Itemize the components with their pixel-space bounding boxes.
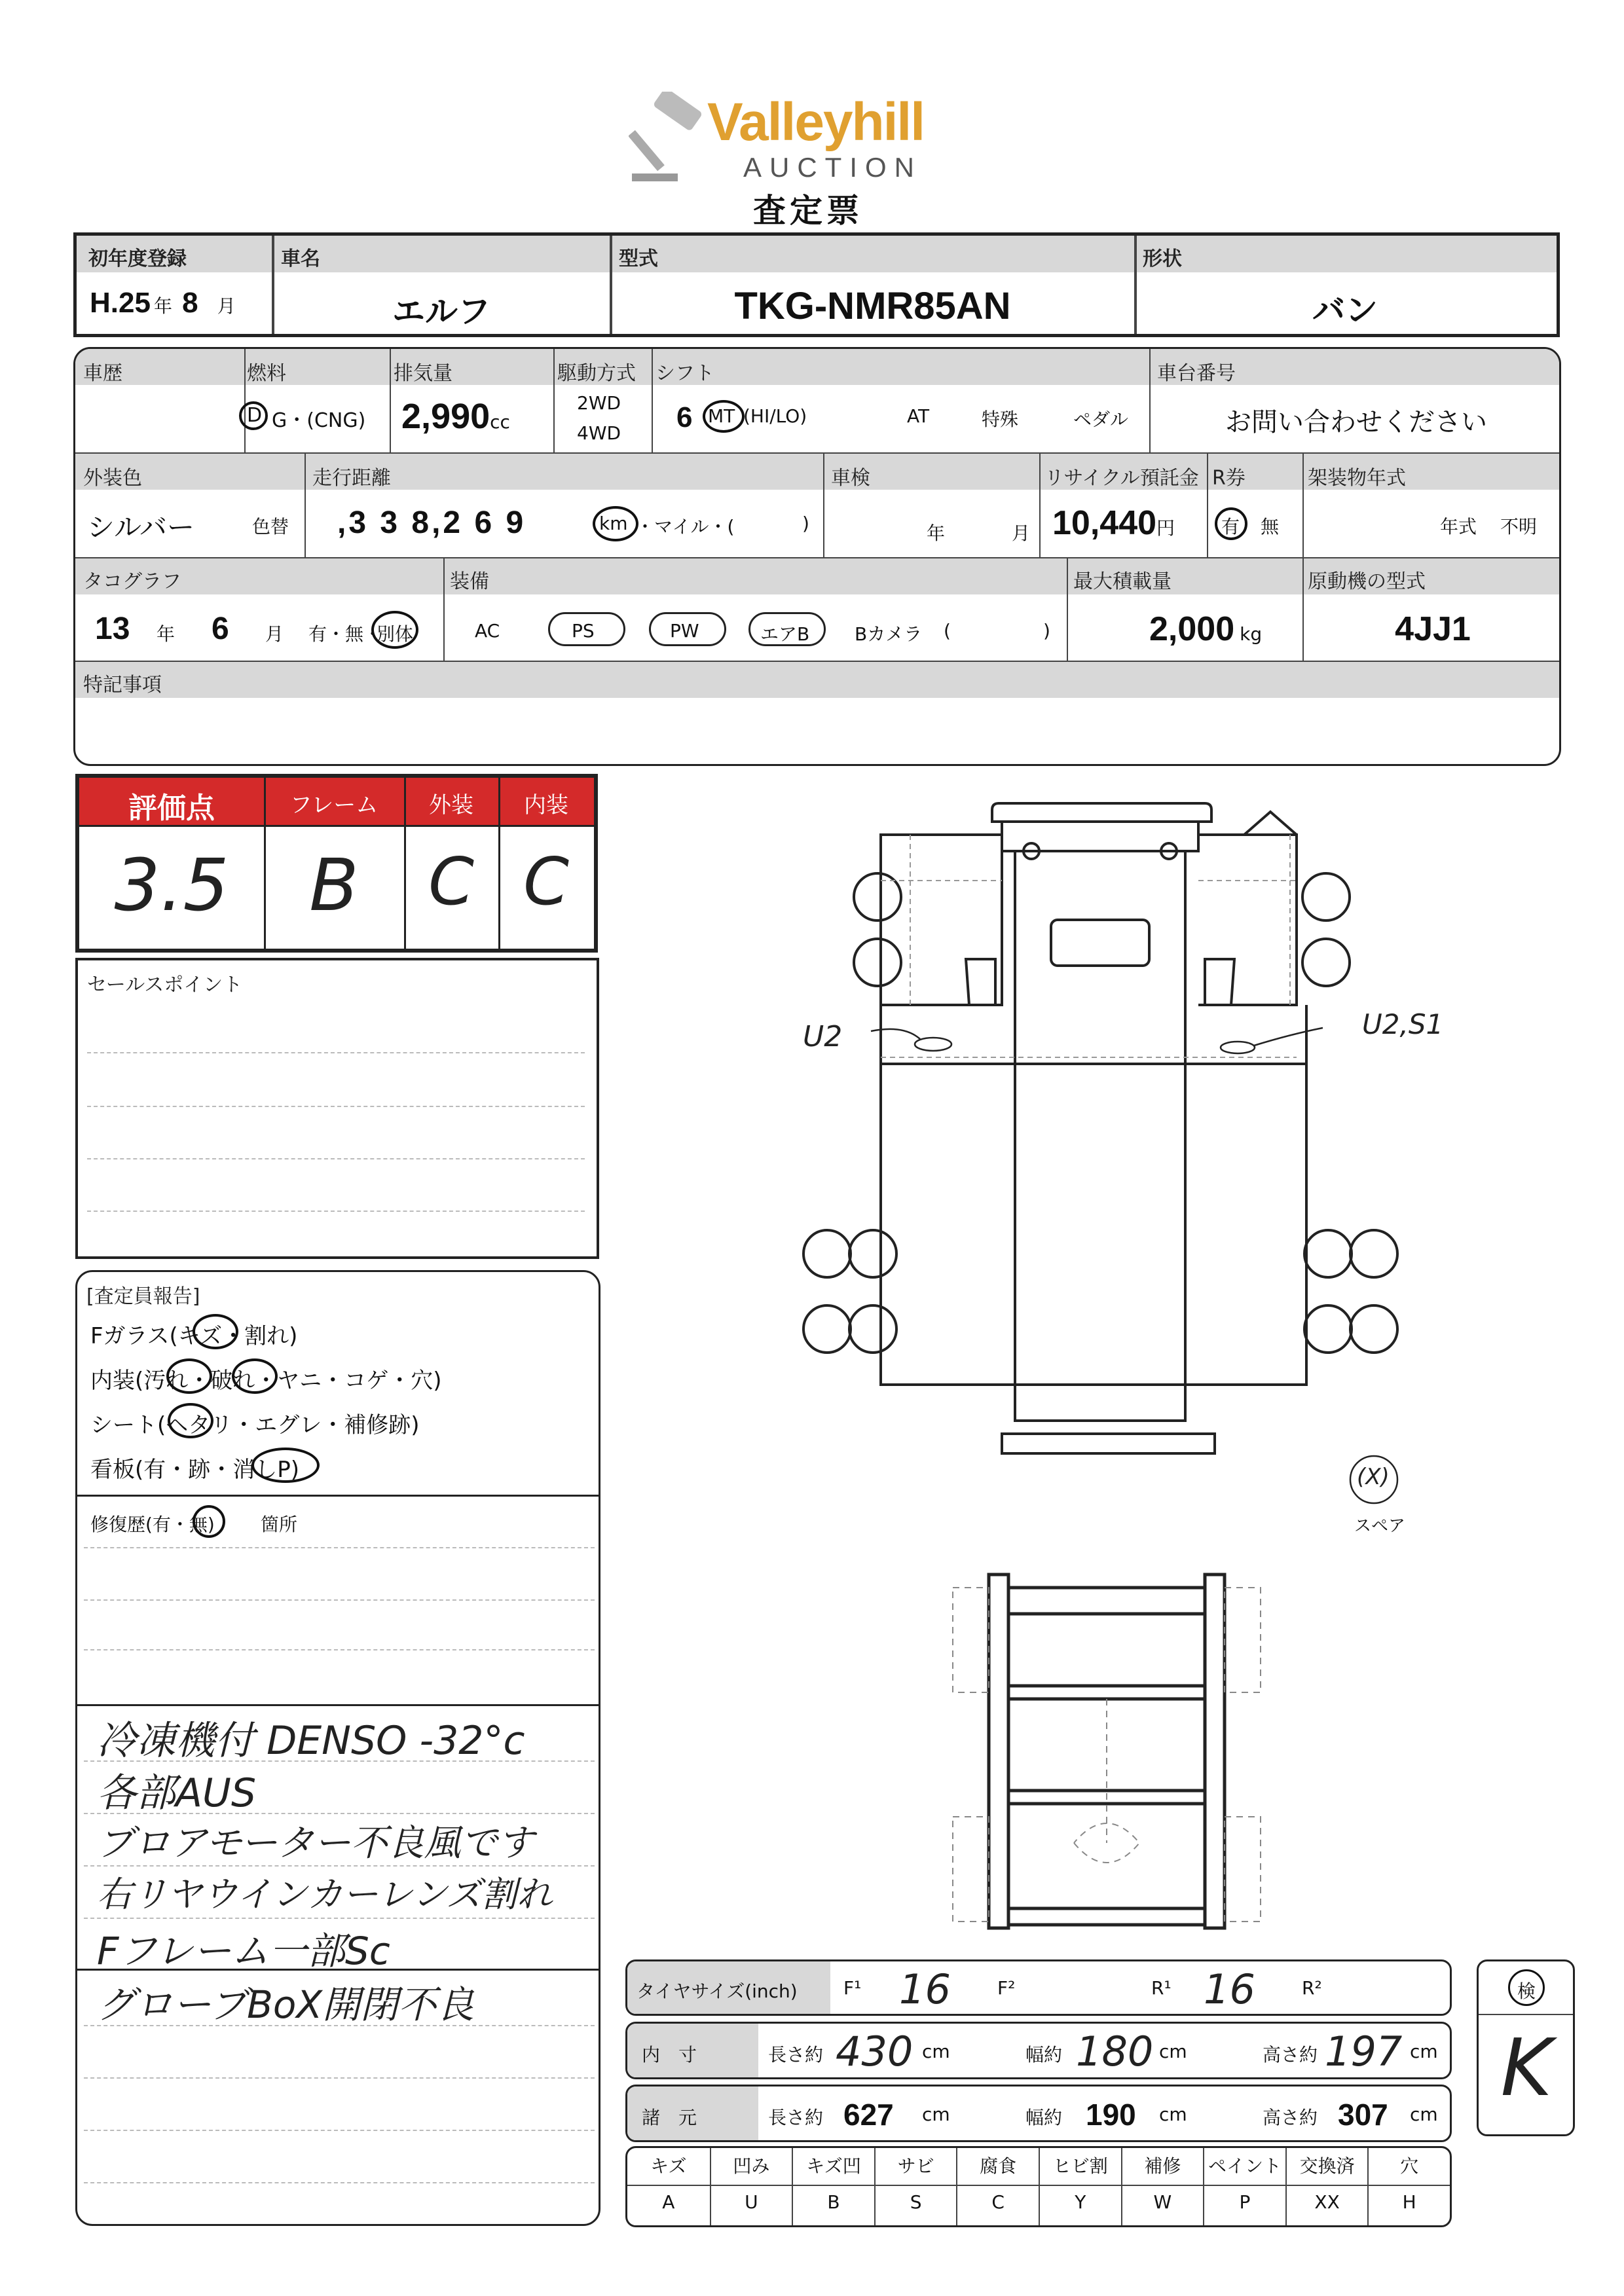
tire-r2-label: R²	[1302, 1977, 1322, 1999]
legend-code: Y	[1075, 2191, 1086, 2213]
tacho-year-unit: 年	[157, 623, 175, 645]
spec-width-unit: cm	[1159, 2104, 1187, 2125]
legend-name: 補修	[1144, 2155, 1181, 2177]
logo-subtitle: AUCTION	[743, 152, 922, 183]
score-grade-value: 3.5	[114, 843, 229, 927]
score-header-interior: 内装	[524, 792, 568, 818]
tire-r1-value: 16	[1204, 1965, 1255, 2013]
legend-cell	[1203, 2148, 1285, 2225]
tacho-separate: 別体	[377, 623, 414, 645]
inner-width-value: 180	[1076, 2028, 1154, 2075]
inspection-mark-box	[1477, 1959, 1575, 2136]
chassis-value: お問い合わせください	[1225, 407, 1487, 437]
legend-name: 交換済	[1299, 2155, 1355, 2177]
equip-paren-close: )	[1043, 620, 1050, 642]
score-header-frame: フレーム	[289, 792, 378, 818]
inner-width-unit: cm	[1159, 2041, 1187, 2062]
inspection-mark-value: K	[1500, 2023, 1553, 2114]
repair-history-label: 修復歴(有・無)	[90, 1514, 215, 1535]
legend-code: P	[1239, 2191, 1251, 2213]
logo-wordmark: Valleyhill	[707, 92, 924, 152]
recycle-label: リサイクル預託金	[1044, 467, 1199, 490]
color-change: 色替	[252, 516, 289, 538]
legend-code: B	[827, 2191, 840, 2213]
damage-mark-right: U2,S1	[1362, 1008, 1444, 1040]
equip-paren-open: (	[944, 620, 951, 642]
color-label: 外装色	[83, 467, 142, 490]
document-title: 査定票	[753, 192, 863, 229]
report-line-interior: 内装(汚れ・破れ・ヤニ・コゲ・穴)	[90, 1368, 442, 1394]
equip-camera: Bカメラ	[855, 623, 923, 645]
report-line-sign: 看板(有・跡・消しP)	[90, 1457, 300, 1483]
damage-legend	[625, 2146, 1452, 2227]
logo	[629, 92, 956, 190]
inner-length-label: 長さ約	[768, 2044, 824, 2066]
drive-2wd: 2WD	[577, 392, 621, 414]
legend-name: ペイント	[1208, 2155, 1282, 2177]
score-header-exterior: 外装	[429, 792, 473, 818]
legend-cell	[1367, 2148, 1450, 2225]
equip-airbag: エアB	[760, 623, 810, 645]
load-label: 最大積載量	[1073, 570, 1172, 593]
inner-height-label: 高さ約	[1263, 2044, 1318, 2066]
displacement-value: 2,990cc	[401, 397, 510, 436]
legend-cell	[1285, 2148, 1368, 2225]
shift-pedal: ペダル	[1073, 409, 1129, 430]
legend-cell	[627, 2148, 710, 2225]
car-name-label: 車名	[281, 247, 320, 270]
equip-pw: PW	[670, 620, 699, 642]
score-exterior-value: C	[428, 843, 474, 920]
color-value: シルバー	[87, 512, 195, 543]
damage-mark-left: U2	[803, 1020, 843, 1053]
legend-cell	[1039, 2148, 1121, 2225]
load-value: 2,000 kg	[1149, 610, 1263, 648]
inspector-report	[75, 1270, 600, 2226]
score-frame-value: B	[309, 843, 359, 927]
legend-name: 穴	[1400, 2155, 1419, 2177]
legend-name: 腐食	[980, 2155, 1017, 2177]
handwritten-note-1: 冷凍機付 DENSO -32°c	[97, 1718, 525, 1764]
engine-label: 原動機の型式	[1308, 570, 1426, 593]
inner-dimension-row	[625, 2022, 1452, 2079]
vehicle-basic-table	[73, 232, 1560, 337]
report-line-seat: シート(ヘタリ・エグレ・補修跡)	[90, 1412, 420, 1438]
legend-code: XX	[1314, 2191, 1340, 2213]
fuel-d: D	[247, 404, 263, 427]
body-year-label: 架装物年式	[1308, 467, 1406, 490]
drive-4wd: 4WD	[577, 422, 621, 444]
model-value: TKG-NMR85AN	[734, 285, 1011, 327]
gavel-icon	[629, 92, 720, 190]
legend-name: 凹み	[733, 2155, 770, 2177]
shift-at: AT	[907, 405, 930, 427]
shift-label: シフト	[655, 362, 714, 385]
tire-r1-label: R¹	[1151, 1977, 1172, 1999]
handwritten-note-6: グローブBoX開閉不良	[97, 1982, 475, 2027]
tacho-year: 13	[95, 611, 130, 646]
model-label: 型式	[619, 247, 658, 270]
legend-name: サビ	[897, 2155, 934, 2177]
spec-height-unit: cm	[1410, 2104, 1438, 2125]
spec-height-value: 307	[1338, 2098, 1388, 2132]
equip-ac: AC	[475, 620, 500, 642]
tacho-month-unit: 月	[265, 623, 284, 645]
mileage-mile: ・マイル・(	[636, 516, 735, 538]
body-year-text: 年式	[1440, 516, 1477, 538]
legend-code: S	[910, 2191, 922, 2213]
first-registration-value: H.25 年 8 月	[90, 287, 236, 319]
spare-label: スペア	[1354, 1516, 1406, 1536]
spec-length-value: 627	[843, 2098, 894, 2132]
shift-number: 6	[676, 401, 693, 433]
tacho-month: 6	[212, 611, 229, 646]
vehicle-detail-table	[73, 347, 1561, 766]
score-interior-value: C	[523, 843, 569, 920]
legend-name: ヒビ割	[1052, 2155, 1108, 2177]
rken-no: 無	[1261, 516, 1280, 538]
tire-f1-label: F¹	[843, 1977, 862, 1999]
history-label: 車歴	[83, 362, 122, 385]
notes-label: 特記事項	[83, 674, 162, 697]
first-registration-label: 初年度登録	[88, 247, 187, 270]
fuel-label: 燃料	[247, 362, 286, 385]
report-line-glass: Fガラス(キズ・割れ)	[90, 1323, 298, 1349]
legend-cell	[792, 2148, 874, 2225]
inner-label: 内 寸	[642, 2044, 697, 2066]
legend-cell	[1121, 2148, 1204, 2225]
spec-length-unit: cm	[922, 2104, 950, 2125]
legend-name: キズ凹	[806, 2155, 861, 2177]
inspection-mark-label: 検	[1517, 1980, 1536, 2002]
equipment-label: 装備	[450, 570, 489, 593]
handwritten-note-2: 各部AUS	[97, 1770, 257, 1816]
score-header-grade: 評価点	[128, 792, 215, 825]
tire-f2-label: F²	[997, 1977, 1016, 1999]
recycle-value: 10,440円	[1052, 504, 1175, 542]
tire-f1-value: 16	[899, 1965, 951, 2013]
spec-length-label: 長さ約	[768, 2107, 824, 2128]
shift-special: 特殊	[982, 409, 1019, 430]
handwritten-note-5: Fフレーム一部Sc	[97, 1929, 390, 1973]
chassis-label: 車台番号	[1157, 362, 1236, 385]
legend-code: U	[745, 2191, 758, 2213]
sales-point-box	[75, 958, 599, 1259]
mileage-km: km	[599, 513, 628, 534]
shape-value: バン	[1312, 292, 1378, 329]
displacement-label: 排気量	[394, 362, 452, 385]
handwritten-note-3: ブロアモーター不良風です	[97, 1822, 534, 1865]
car-name-value: エルフ	[392, 293, 490, 330]
inspection-year: 年	[927, 522, 946, 544]
shift-hilo: (HI/LO)	[743, 405, 807, 427]
tacho-label: タコグラフ	[83, 570, 181, 593]
inner-height-unit: cm	[1410, 2041, 1438, 2062]
legend-cell	[710, 2148, 792, 2225]
spec-label: 諸 元	[642, 2107, 697, 2128]
score-table	[75, 774, 598, 953]
shape-label: 形状	[1143, 247, 1182, 270]
inner-length-value: 430	[836, 2028, 913, 2075]
inspection-month: 月	[1012, 522, 1031, 544]
engine-value: 4JJ1	[1395, 610, 1471, 648]
repair-place-label: 箇所	[261, 1514, 298, 1535]
spec-dimension-row	[625, 2085, 1452, 2142]
rken-yes: 有	[1221, 516, 1240, 538]
sales-point-label: セールスポイント	[87, 974, 243, 996]
mileage-label: 走行距離	[312, 467, 391, 490]
legend-name: キズ	[650, 2155, 687, 2177]
handwritten-note-4: 右リヤウインカーレンズ割れ	[97, 1874, 553, 1915]
tire-size-row	[625, 1959, 1452, 2016]
spec-width-value: 190	[1086, 2098, 1136, 2132]
report-title: [査定員報告]	[86, 1285, 200, 1308]
legend-code: C	[991, 2191, 1005, 2213]
equip-ps: PS	[572, 620, 595, 642]
legend-code: W	[1153, 2191, 1172, 2213]
legend-code: A	[662, 2191, 675, 2213]
inner-width-label: 幅約	[1025, 2044, 1063, 2066]
inner-length-unit: cm	[922, 2041, 950, 2062]
mileage-value: ,3 3 8,2 6 9	[337, 505, 526, 540]
fuel-options: G・(CNG)	[272, 409, 366, 432]
legend-cell	[956, 2148, 1039, 2225]
inspection-label: 車検	[831, 467, 870, 490]
legend-cell	[874, 2148, 957, 2225]
tacho-options: 有・無・	[308, 623, 382, 645]
inner-height-value: 197	[1325, 2028, 1403, 2075]
spec-width-label: 幅約	[1025, 2107, 1063, 2128]
spare-mark: (X)	[1357, 1464, 1390, 1490]
body-year-unknown: 不明	[1500, 516, 1538, 538]
truck-damage-diagram	[773, 795, 1506, 1548]
drive-label: 駆動方式	[557, 362, 636, 385]
rken-label: R券	[1212, 467, 1246, 490]
mileage-close: )	[802, 513, 809, 534]
legend-code: H	[1402, 2191, 1416, 2213]
tire-size-label: タイヤサイズ(inch)	[637, 1980, 798, 2002]
frame-diagram	[943, 1568, 1270, 1935]
spec-height-label: 高さ約	[1263, 2107, 1318, 2128]
shift-mt: MT	[708, 405, 735, 427]
